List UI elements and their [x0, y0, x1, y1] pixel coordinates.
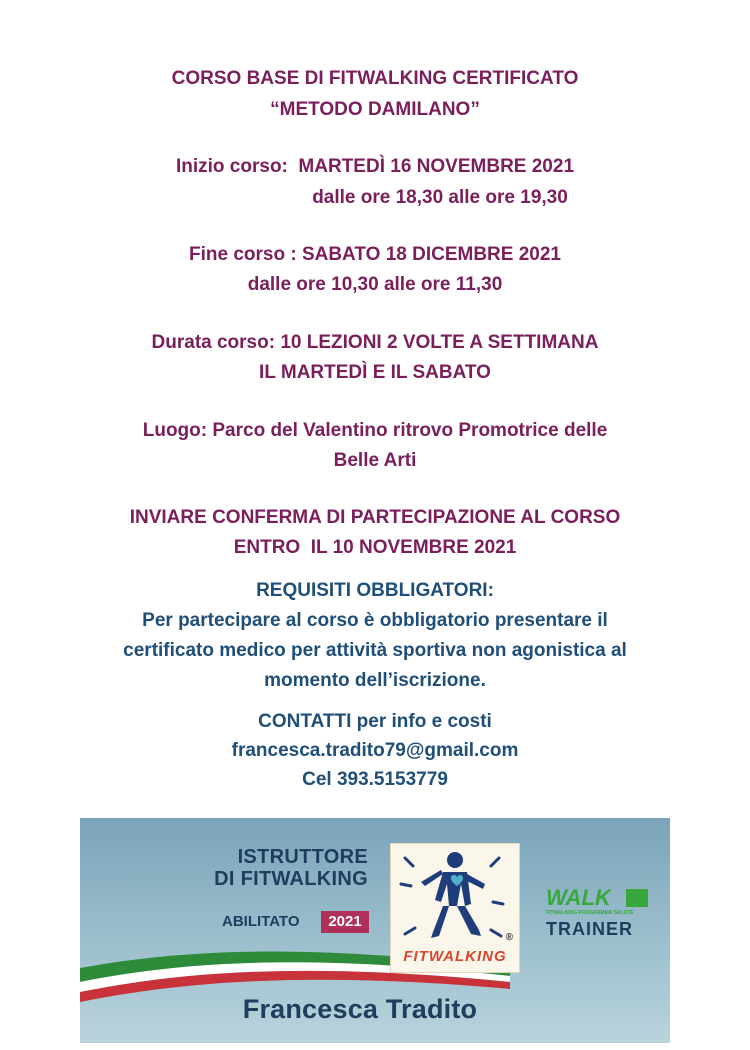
end-time: dalle ore 10,30 alle ore 11,30	[247, 274, 503, 295]
instructor-banner	[80, 818, 670, 1043]
fitwalker-figure-icon	[391, 844, 519, 954]
year-badge: 2021	[321, 911, 369, 933]
requirements-line-1: Per partecipare al corso è obbligatorio presentare il	[142, 610, 608, 631]
confirm-line-1: INVIARE CONFERMA DI PARTECIPAZIONE AL CORSO	[129, 507, 621, 528]
confirm-line-2: ENTRO IL 10 NOVEMBRE 2021	[233, 537, 517, 558]
requirements-heading: REQUISITI OBBLIGATORI:	[256, 580, 494, 601]
registered-mark: ®	[505, 932, 513, 943]
place-line-1: Luogo: Parco del Valentino ritrovo Promotrice delle	[142, 420, 608, 441]
banner-title-line-2: DI FITWALKING	[214, 868, 368, 890]
walk-wordmark: WALK	[546, 885, 611, 910]
fitwalking-wordmark: FITWALKING	[403, 948, 507, 965]
requirements-line-3: momento dell’iscrizione.	[264, 670, 486, 691]
title-line-1: CORSO BASE DI FITWALKING CERTIFICATO	[171, 68, 579, 89]
fitwalking-logo	[390, 843, 520, 973]
walk-logo-mark	[626, 889, 648, 907]
place-line-2: Belle Arti	[333, 450, 417, 471]
contact-email[interactable]: francesca.tradito79@gmail.com	[231, 740, 519, 761]
start-date: Inizio corso: MARTEDÌ 16 NOVEMBRE 2021	[175, 156, 575, 177]
requirements-line-2: certificato medico per attività sportiva non agonistica al	[123, 640, 627, 661]
walk-trainer-logo	[542, 886, 654, 946]
end-date: Fine corso : SABATO 18 DICEMBRE 2021	[188, 244, 561, 265]
duration-line-2: IL MARTEDÌ E IL SABATO	[259, 362, 491, 383]
instructor-name: Francesca Tradito	[242, 994, 478, 1024]
title-line-2: “METODO DAMILANO”	[270, 99, 480, 120]
walk-subtitle: FITWALKING PROGRAMMA SALUTE	[546, 910, 634, 916]
duration-line-1: Durata corso: 10 LEZIONI 2 VOLTE A SETTIMANA	[151, 332, 599, 353]
start-time: dalle ore 18,30 alle ore 19,30	[312, 187, 568, 208]
banner-title-line-1: ISTRUTTORE	[237, 846, 368, 868]
contact-phone[interactable]: Cel 393.5153779	[302, 769, 448, 790]
contacts-heading: CONTATTI per info e costi	[258, 711, 492, 732]
qualified-label: ABILITATO	[222, 913, 300, 930]
trainer-label: TRAINER	[546, 919, 633, 939]
